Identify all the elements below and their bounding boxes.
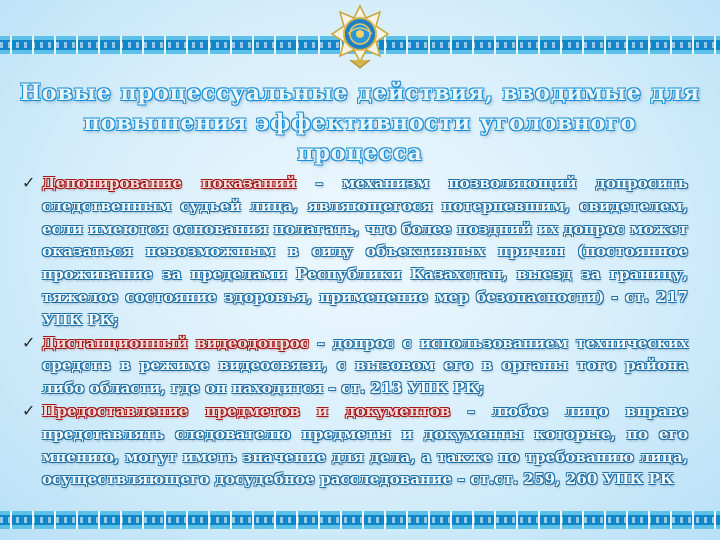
list-item [22, 172, 688, 332]
item-text: – механизм позволяющий допросить следственным судьей лица, являющегося потерпевшим, свидетелем, если имеются основания полагать, что более поздний их допрос может оказаться невозможным в силу объективных причин (постоянное проживание за пределами Республики Казахстан, выезд за границу, тяжелое состояние здоровья, применение мер безопасности) - ст. 217 УПК РК; [42, 174, 688, 329]
check-icon: ✓ [22, 400, 36, 420]
item-term: Предоставление предметов и документов [42, 401, 451, 420]
item-text: – любое лицо вправе представлять следователю предметы и документы которые, по его мнению, могут иметь значение для дела, а также по требованию лица, осуществляющего досудебное расследование – ст.ст. 259, 260 УПК РК [42, 401, 688, 489]
list-item [22, 400, 688, 491]
state-emblem-icon [330, 4, 390, 70]
item-term: Дистанционный видеодопрос [42, 333, 309, 352]
item-text: – допрос с использованием технических средств в режиме видеосвязи, с вызовом его в органы того района либо области, где он находится – ст. 213 УПК РК; [42, 333, 689, 398]
items-list [22, 172, 688, 491]
page-title: Новые процессуальные действия, вводимые для повышения эффективности уголовного процесса [20, 80, 700, 166]
item-term: Депонирование показаний [42, 174, 297, 192]
check-icon: ✓ [22, 173, 36, 192]
bottom-ornament-band [0, 511, 720, 529]
check-icon: ✓ [22, 332, 36, 352]
list-item [22, 332, 688, 400]
